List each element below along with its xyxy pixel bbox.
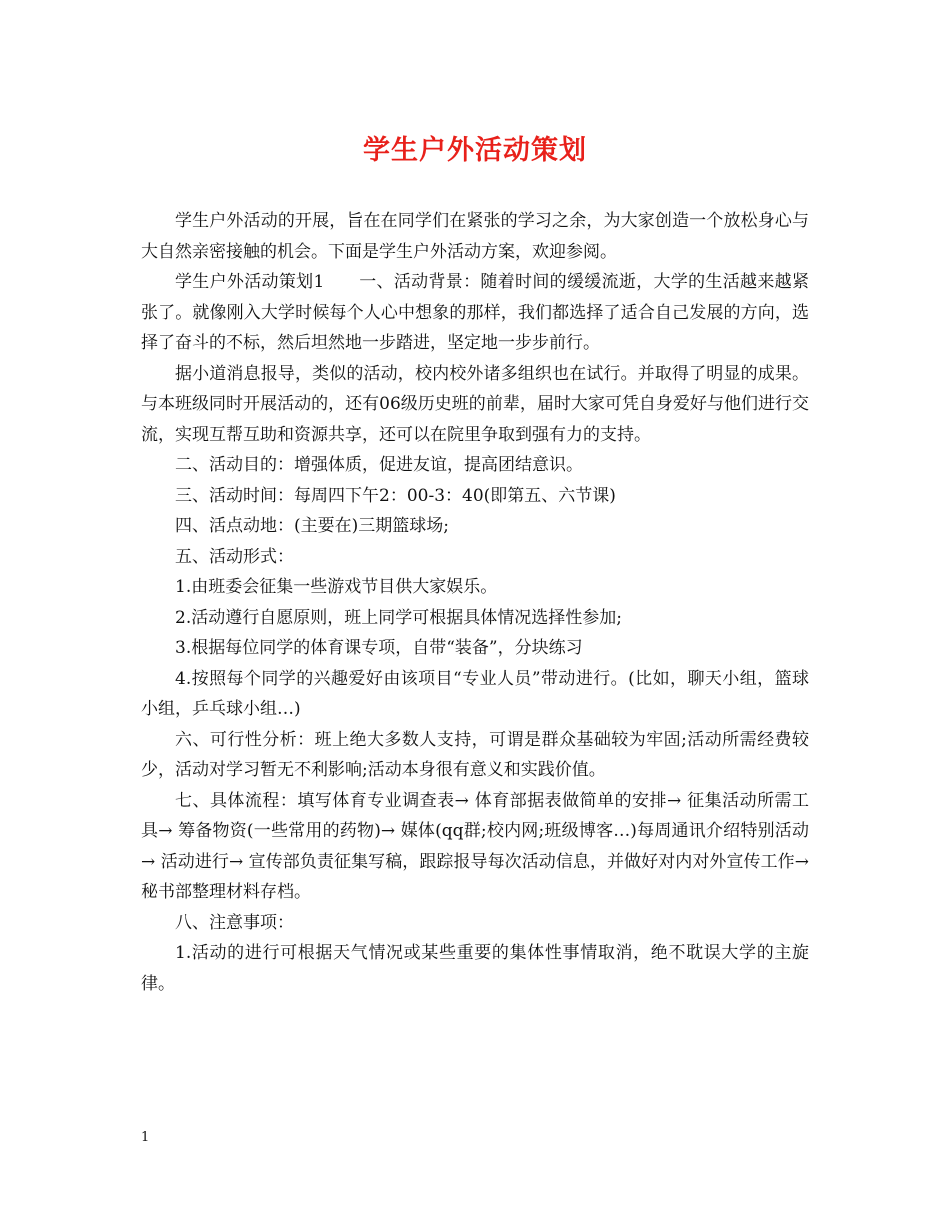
page-number: 1 <box>141 1130 150 1145</box>
list-item-format-4: 4.按照每个同学的兴趣爱好由该项目“专业人员”带动进行。(比如，聊天小组，篮球小组，乒乓球小组…) <box>141 668 809 719</box>
paragraph-news: 据小道消息报导，类似的活动，校内校外诸多组织也在试行。并取得了明显的成果。与本班级同时开展活动的，还有06级历史班的前辈，届时大家可凭自身爱好与他们进行交流，实现互帮互助和资源共享，还可以在院里争取到强有力的支持。 <box>141 363 809 445</box>
paragraph-location: 四、活点动地：(主要在)三期篮球场; <box>175 516 449 536</box>
paragraph-purpose: 二、活动目的：增强体质，促进友谊，提高团结意识。 <box>175 455 583 475</box>
list-item-notes-1: 1.活动的进行可根据天气情况或某些重要的集体性事情取消，绝不耽误大学的主旋律。 <box>141 943 809 994</box>
list-item-format-2: 2.活动遵行自愿原则，班上同学可根据具体情况选择性参加; <box>175 607 622 628</box>
paragraph-notes-heading: 八、注意事项： <box>175 912 294 933</box>
paragraph-feasibility: 六、可行性分析：班上绝大多数人支持，可谓是群众基础较为牢固;活动所需经费较少，活动对学习暂无不利影响;活动本身很有意义和实践价值。 <box>141 729 809 780</box>
paragraph-time: 三、活动时间：每周四下午2：00-3：40(即第五、六节课) <box>175 485 616 506</box>
paragraph-format-heading: 五、活动形式： <box>175 546 294 567</box>
list-item-format-1: 1.由班委会征集一些游戏节目供大家娱乐。 <box>175 577 498 597</box>
document-title: 学生户外活动策划 <box>363 135 587 166</box>
paragraph-background: 学生户外活动策划1 一、活动背景：随着时间的缓缓流逝，大学的生活越来越紧张了。就像刚入大学时候每个人心中想象的那样，我们都选择了适合自己发展的方向，选择了奋斗的不标，然后坦然地一步踏进，坚定地一步步前行。 <box>141 272 809 353</box>
paragraph-intro: 学生户外活动的开展，旨在在同学们在紧张的学习之余，为大家创造一个放松身心与大自然亲密接触的机会。下面是学生户外活动方案，欢迎参阅。 <box>141 211 809 262</box>
document-body <box>141 206 809 999</box>
list-item-format-3: 3.根据每位同学的体育课专项，自带“装备”，分块练习 <box>175 638 583 658</box>
paragraph-process: 七、具体流程：填写体育专业调查表→ 体育部据表做简单的安排→ 征集活动所需工具→ 筹备物资(一些常用的药物)→ 媒体(qq群;校内网;班级博客…)每周通讯介绍特别活动→ 活动进行→ 宣传部负责征集写稿，跟踪报导每次活动信息，并做好对内对外宣传工作→ 秘书部整理材料存档。 <box>141 790 809 902</box>
